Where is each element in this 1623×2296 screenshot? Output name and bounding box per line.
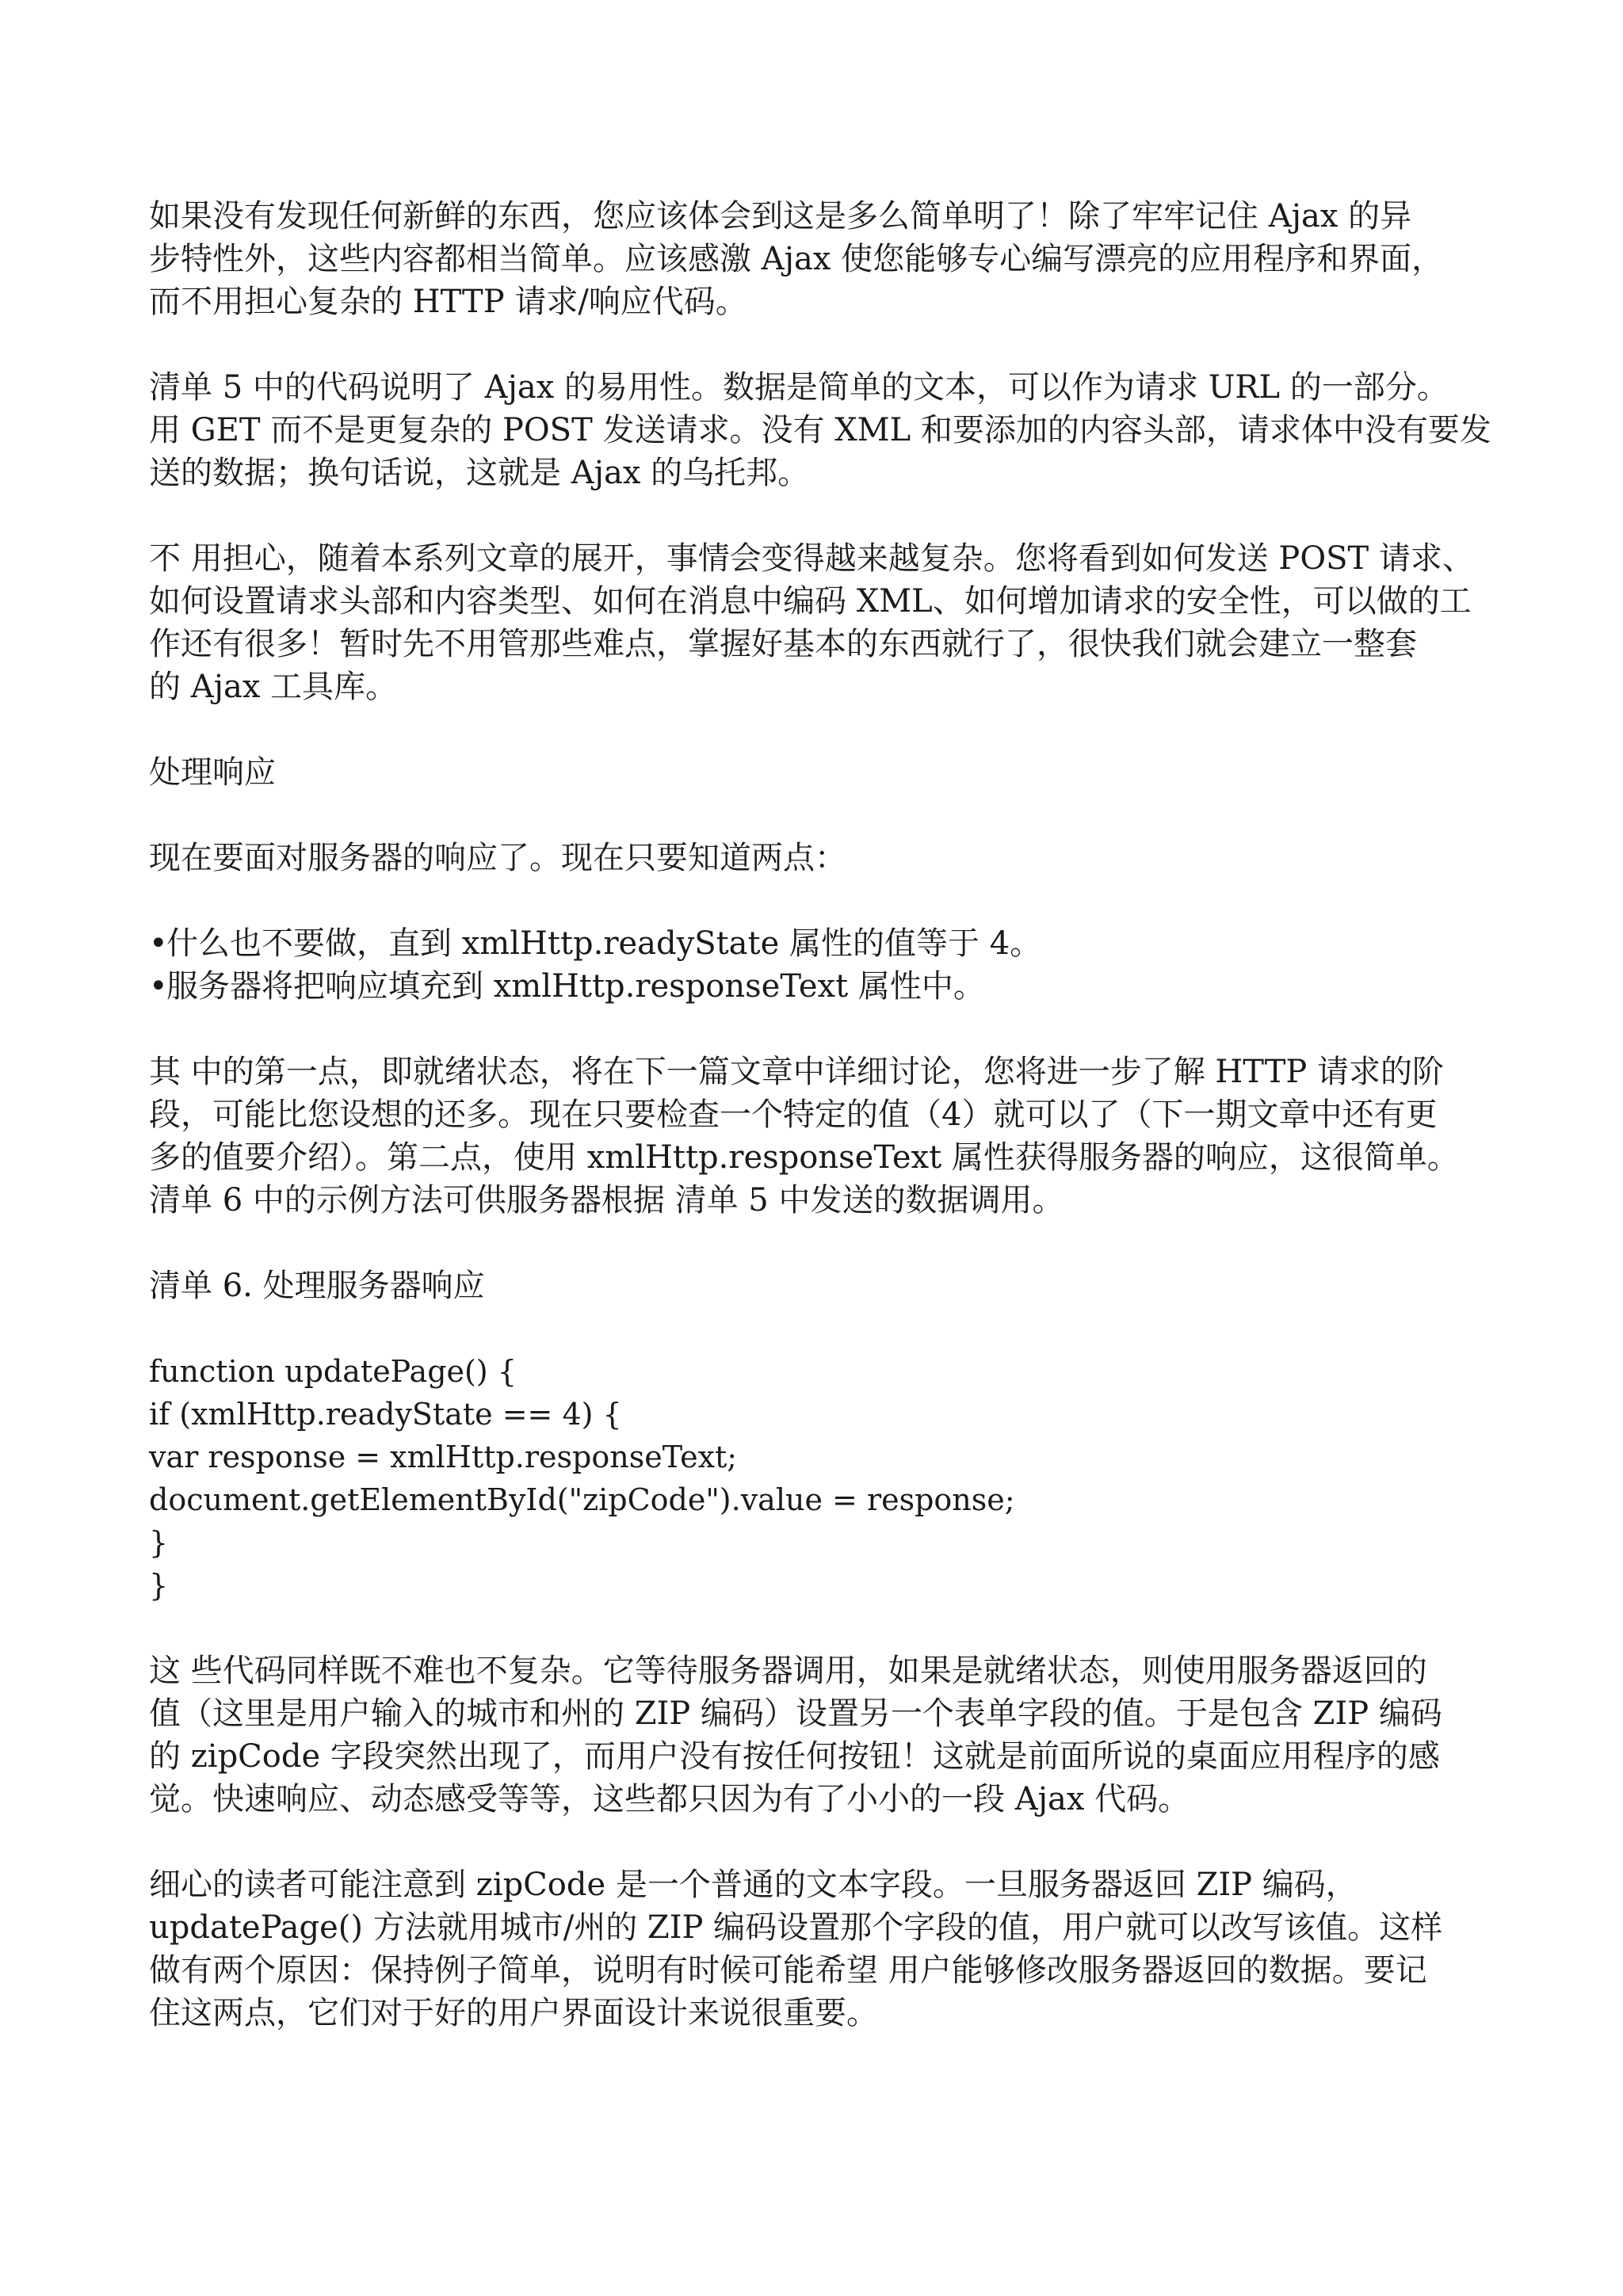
text-line: 做有两个原因：保持例子简单，说明有时候可能希望 用户能够修改服务器返回的数据。要记	[149, 1952, 1427, 1989]
paragraph-listing5	[149, 366, 1491, 494]
text-line: 作还有很多！暂时先不用管那些难点，掌握好基本的东西就行了，很快我们就会建立一整套	[149, 626, 1417, 662]
text-line: 的 zipCode 字段突然出现了，而用户没有按任何按钮！这就是前面所说的桌面应用程序的感	[149, 1738, 1440, 1775]
text-line: 清单 5 中的代码说明了 Ajax 的易用性。数据是简单的文本，可以作为请求 URL 的一部分。	[149, 369, 1449, 406]
bullet-list	[149, 922, 1488, 1008]
bullet-icon: •	[149, 968, 168, 1005]
text-line: 多的值要介绍）。第二点，使用 xmlHttp.responseText 属性获得服务器的响应，这很简单。	[149, 1139, 1459, 1176]
code-line: document.getElementById("zipCode").value = response;	[149, 1482, 1015, 1517]
section-heading: 处理响应	[149, 754, 276, 791]
list-item	[149, 922, 1488, 965]
code-line: }	[149, 1568, 169, 1603]
code-line: if (xmlHttp.readyState == 4) {	[149, 1397, 622, 1432]
bullet-icon: •	[149, 925, 168, 962]
code-line: var response = xmlHttp.responseText;	[149, 1440, 738, 1474]
document-page	[149, 195, 1491, 2077]
code-line: }	[149, 1525, 169, 1560]
text-line: 清单 6 中的示例方法可供服务器根据 清单 5 中发送的数据调用。	[149, 1182, 1064, 1219]
text-line: 用 GET 而不是更复杂的 POST 发送请求。没有 XML 和要添加的内容头部，请求体中没有要发	[149, 412, 1491, 448]
list-item	[149, 965, 1488, 1008]
paragraph-readystate	[149, 1051, 1488, 1222]
text-line: 其 中的第一点，即就绪状态，将在下一篇文章中详细讨论，您将进一步了解 HTTP 请求的阶	[149, 1054, 1445, 1090]
code-block	[149, 1350, 1488, 1607]
text-line: 而不用担心复杂的 HTTP 请求/响应代码。	[149, 284, 747, 320]
list-item-text: 服务器将把响应填充到 xmlHttp.responseText 属性中。	[166, 968, 985, 1005]
text-line: 段，可能比您设想的还多。现在只要检查一个特定的值（4）就可以了（下一期文章中还有更	[149, 1097, 1438, 1133]
text-line: 觉。快速响应、动态感受等等，这些都只因为有了小小的一段 Ajax 代码。	[149, 1781, 1190, 1817]
text-line: 步特性外，这些内容都相当简单。应该感激 Ajax 使您能够专心编写漂亮的应用程序和界面，	[149, 241, 1444, 277]
text-line: 这 些代码同样既不难也不复杂。它等待服务器调用，如果是就绪状态，则使用服务器返回的	[149, 1653, 1427, 1689]
text-line: updatePage() 方法就用城市/州的 ZIP 编码设置那个字段的值，用户就可以改写该值。这样	[149, 1909, 1443, 1946]
text-line: 送的数据；换句话说，这就是 Ajax 的乌托邦。	[149, 455, 810, 491]
code-line: function updatePage() {	[149, 1354, 517, 1389]
text-line: 住这两点，它们对于好的用户界面设计来说很重要。	[149, 1995, 878, 2031]
text-line: 如果没有发现任何新鲜的东西，您应该体会到这是多么简单明了！除了牢牢记住 Ajax 的异	[149, 198, 1412, 235]
paragraph-intro	[149, 195, 1488, 323]
text-line: 细心的读者可能注意到 zipCode 是一个普通的文本字段。一旦服务器返回 ZIP 编码，	[149, 1867, 1358, 1903]
text-line: 不 用担心，随着本系列文章的展开，事情会变得越来越复杂。您将看到如何发送 POST 请求、	[149, 540, 1474, 577]
paragraph-zipcode	[149, 1863, 1488, 2035]
text-line: 值（这里是用户输入的城市和州的 ZIP 编码）设置另一个表单字段的值。于是包含 ZIP 编码	[149, 1695, 1442, 1732]
paragraph-complexity	[149, 537, 1488, 708]
text-line: 如何设置请求头部和内容类型、如何在消息中编码 XML、如何增加请求的安全性，可以做的工	[149, 583, 1472, 620]
paragraph-response-intro: 现在要面对服务器的响应了。现在只要知道两点：	[149, 840, 846, 876]
list-item-text: 什么也不要做，直到 xmlHttp.readyState 属性的值等于 4。	[166, 925, 1042, 962]
paragraph-code-explanation	[149, 1650, 1488, 1821]
text-line: 的 Ajax 工具库。	[149, 669, 398, 705]
listing-title: 清单 6. 处理服务器响应	[149, 1268, 485, 1304]
